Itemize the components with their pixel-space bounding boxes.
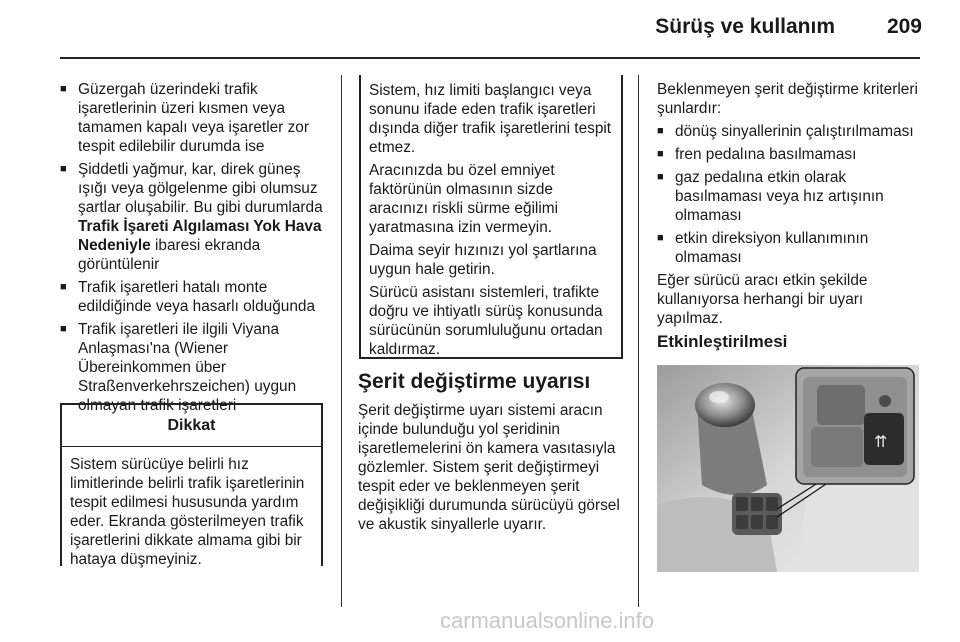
- list-item: ■ dönüş sinyallerinin çalıştırılmaması: [657, 122, 927, 141]
- svg-text:⇈: ⇈: [874, 432, 888, 451]
- column-1: [60, 80, 326, 419]
- criteria-intro: Beklenmeyen şerit değiştirme kriterleri şunlardır:: [657, 81, 918, 117]
- console-illustration: [657, 365, 919, 572]
- section-text: Şerit değiştirme uyarı sistemi aracın içinde bulunduğu yol şeridinin işaretlemelerini ön kamera vasıtasıyla gözlemler. Sistem şerit değiştirmeyi tespit eder ve beklenmeyen şerit değişikliği durumunda sürücüyü görsel ve akustik sinyallerle uyarır.: [358, 402, 620, 533]
- running-header-title: Sürüş ve kullanım: [655, 15, 835, 38]
- list-item: ■ etkin direksiyon kullanımının olmaması: [657, 229, 927, 267]
- subheading-activation: Etkinleştirilmesi: [657, 332, 788, 351]
- page-number: 209: [886, 15, 922, 38]
- list-item: ■ Trafik işaretleri hatalı monte edildiğinde veya hasarlı olduğunda: [60, 278, 326, 316]
- display-message: Trafik İşareti Algılaması Yok Hava Nedeniyle: [78, 218, 322, 254]
- criteria-note: Eğer sürücü aracı etkin şekilde kullanıyorsa herhangi bir uyarı yapılmaz.: [657, 272, 868, 327]
- caution-body: Sistem sürücüye belirli hız limitlerinde belirli trafik işaretlerinin tespit edilmesi hususunda yardım eder. Ekranda gösterilmeyen trafik işaretlerini dikkate almama gibi bir hataya düşmeyiniz.: [70, 456, 305, 568]
- column-divider-2: [638, 75, 639, 607]
- notice-paragraph: Aracınızda bu özel emniyet faktörünün olmasının sizde aracınızı riskli sürme eğilimi yaratmasına izin vermeyin.: [369, 162, 559, 236]
- header-rule: [60, 57, 920, 59]
- list-item: ■ Trafik işaretleri ile ilgili Viyana Anlaşması'na (Wiener Übereinkommen über Straßenverkehrszeichen) uygun olmayan trafik işaretleri: [60, 320, 326, 415]
- list-item: ■ gaz pedalına etkin olarak basılmaması veya hız artışının olmaması: [657, 168, 927, 225]
- notice-box: [359, 75, 623, 359]
- caution-box: [60, 403, 323, 566]
- notice-paragraph: Sürücü asistanı sistemleri, trafikte doğru ve ihtiyatlı sürüş konusunda sürücünün sorumluluğunu ortadan kaldırmaz.: [369, 284, 603, 358]
- console-photo: [657, 365, 919, 572]
- limitations-list: [60, 80, 326, 415]
- criteria-list: [657, 122, 927, 267]
- column-divider-1: [341, 75, 342, 607]
- notice-paragraph: Sistem, hız limiti başlangıcı veya sonunu ifade eden trafik işaretleri dışında diğer trafik işaretlerini tespit etmez.: [369, 82, 612, 156]
- watermark: carmanualsonline.info: [440, 608, 655, 633]
- caution-title: Dikkat: [62, 405, 321, 447]
- column-3: [657, 80, 927, 332]
- list-item: ■ fren pedalına basılmaması: [657, 145, 927, 164]
- list-item: ■ Güzergah üzerindeki trafik işaretlerinin üzeri kısmen veya tamamen kapalı veya işaretler zor tespit edilebilir durumda ise: [60, 80, 326, 156]
- section-heading: Şerit değiştirme uyarısı: [358, 370, 591, 393]
- list-item: ■ Şiddetli yağmur, kar, direk güneş ışığı veya gölgelenme gibi olumsuz şartlar oluşabilir. Bu gibi durumlarda Trafik İşareti Algılaması Yok Hava Nedeniyle ibaresi ekranda görüntülenir: [60, 160, 326, 274]
- notice-paragraph: Daima seyir hızınızı yol şartlarına uygun hale getirin.: [369, 242, 597, 278]
